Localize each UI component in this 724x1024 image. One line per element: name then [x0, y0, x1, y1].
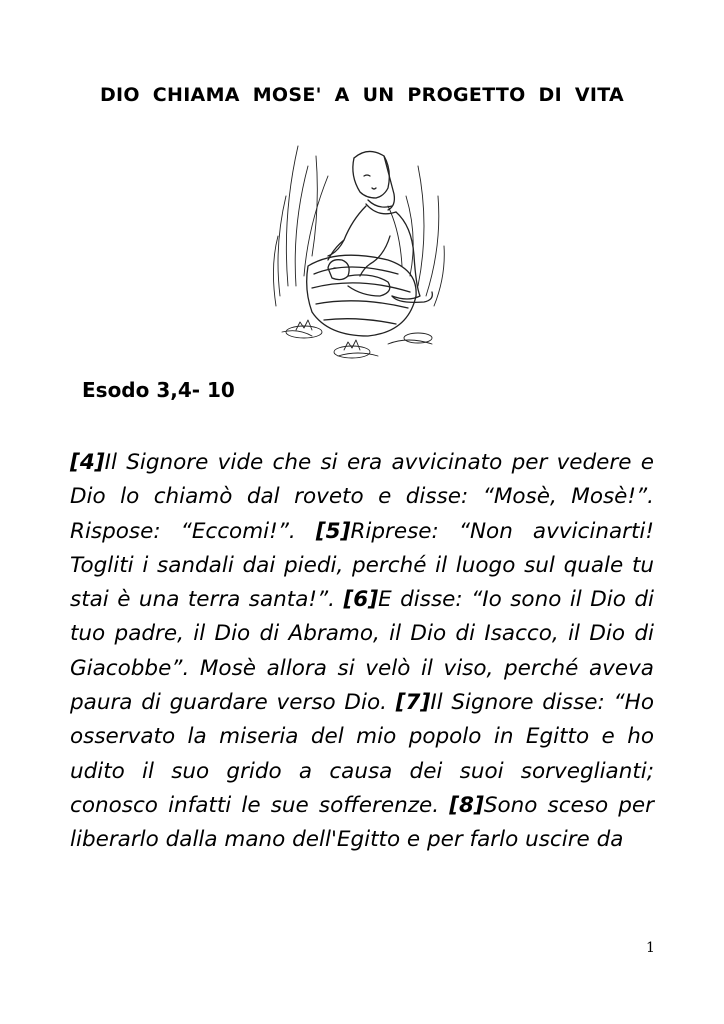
page-number: 1 [646, 940, 655, 956]
verse-number: [5] [315, 518, 351, 544]
verse-number: [6] [343, 587, 379, 613]
verse-number: [8] [449, 792, 484, 818]
passage-text [70, 446, 654, 858]
scripture-reference: Esodo 3,4- 10 [82, 378, 235, 402]
verse-number: [7] [395, 690, 431, 716]
verse-number: [4] [70, 450, 105, 475]
moses-basket-illustration-icon [268, 136, 448, 366]
verse-text: Riprese: “Non avvicinarti! Togliti i sandali dai piedi, perché il luogo sul quale tu stai è una terra santa!”. [70, 518, 654, 613]
verse-text: Sono sceso per liberarlo dalla mano dell'Egitto e per farlo uscire da [70, 792, 654, 853]
verse-text: Il Signore disse: “Ho osservato la miseria del mio popolo in Egitto e ho udito il suo grido a causa dei suoi sorveglianti; conosco infatti le sue sofferenze. [70, 690, 654, 818]
verse-text: Il Signore vide che si era avvicinato per vedere e Dio lo chiamò dal roveto e disse: “Mosè, Mosè!”. Rispose: “Eccomi!”. [70, 450, 654, 544]
verse-text: E disse: “Io sono il Dio di tuo padre, il Dio di Abramo, il Dio di Isacco, il Dio di Giacobbe”. Mosè allora si velò il viso, perché aveva paura di guardare verso Dio. [70, 587, 654, 716]
page-title: DIO CHIAMA MOSE' A UN PROGETTO DI VITA [99, 84, 625, 106]
